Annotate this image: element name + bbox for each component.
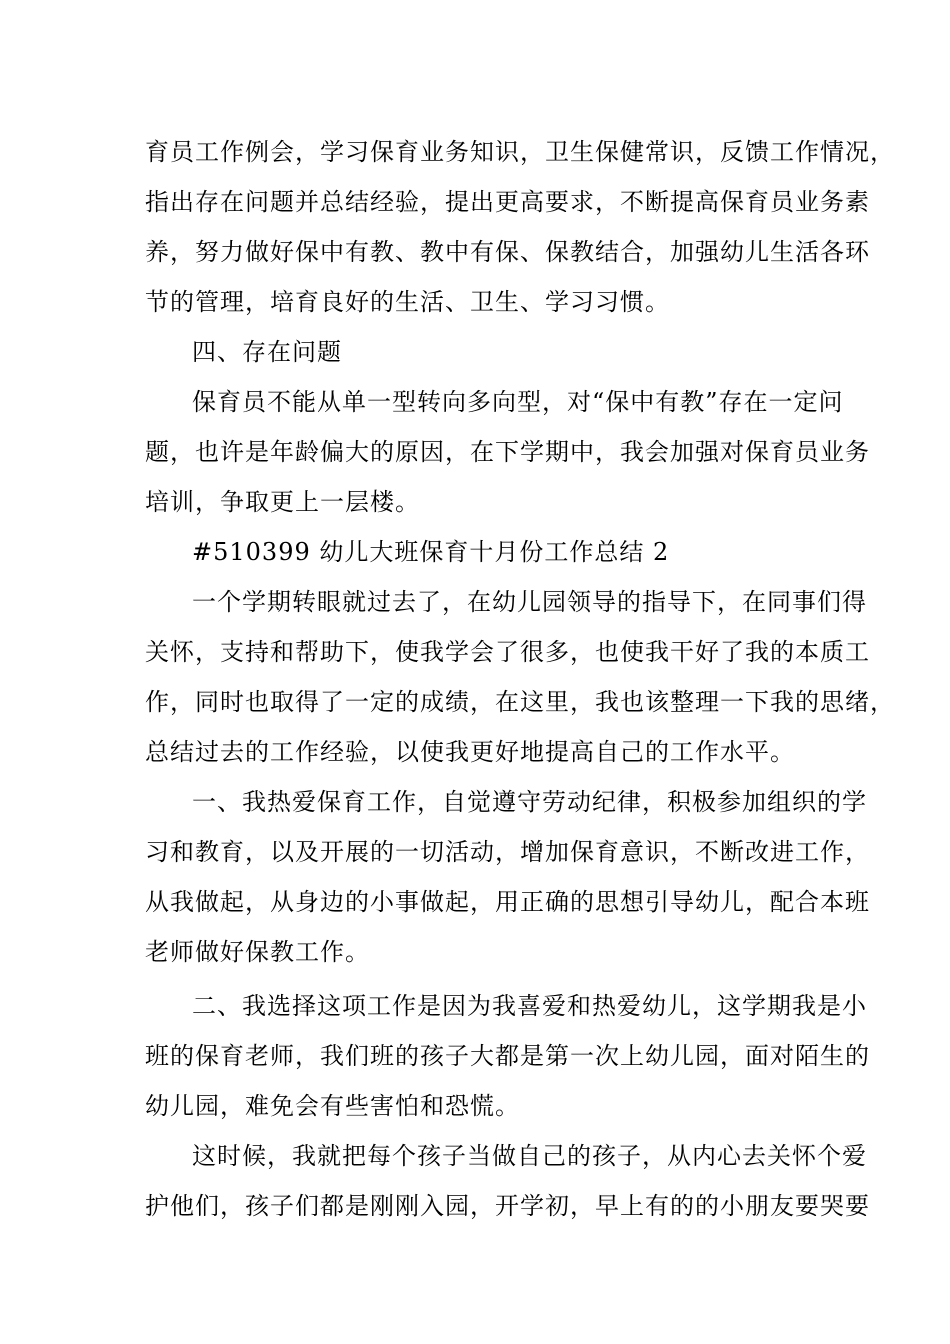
paragraph-line: 一、我热爱保育工作，自觉遵守劳动纪律，积极参加组织的学: [192, 788, 867, 816]
paragraph-line: 习和教育，以及开展的一切活动，增加保育意识，不断改进工作，: [145, 838, 870, 866]
paragraph-line: 题，也许是年龄偏大的原因，在下学期中，我会加强对保育员业务: [145, 438, 870, 466]
paragraph-line: 保育员不能从单一型转向多向型，对“保中有教”存在一定问: [192, 388, 844, 416]
document-title: #510399 幼儿大班保育十月份工作总结 2: [192, 538, 670, 566]
paragraph-line: 从我做起，从身边的小事做起，用正确的思想引导幼儿，配合本班: [145, 888, 870, 916]
paragraph-line: 关怀，支持和帮助下，使我学会了很多，也使我干好了我的本质工: [145, 638, 870, 666]
paragraph-line: 培训，争取更上一层楼。: [145, 488, 420, 516]
paragraph-line: 老师做好保教工作。: [145, 938, 370, 966]
paragraph-line: 节的管理，培育良好的生活、卫生、学习习惯。: [145, 288, 670, 316]
paragraph-line: 总结过去的工作经验，以使我更好地提高自己的工作水平。: [145, 738, 795, 766]
paragraph-line: 幼儿园，难免会有些害怕和恐慌。: [145, 1092, 520, 1120]
paragraph-line: 这时候，我就把每个孩子当做自己的孩子，从内心去关怀个爱: [192, 1142, 867, 1170]
paragraph-line: 育员工作例会，学习保育业务知识，卫生保健常识，反馈工作情况，: [145, 138, 895, 166]
paragraph-line: 护他们，孩子们都是刚刚入园，开学初，早上有的的小朋友要哭要: [145, 1192, 870, 1220]
paragraph-line: 一个学期转眼就过去了，在幼儿园领导的指导下，在同事们得: [192, 588, 867, 616]
paragraph-line: 班的保育老师，我们班的孩子大都是第一次上幼儿园，面对陌生的: [145, 1042, 870, 1070]
paragraph-line: 作，同时也取得了一定的成绩，在这里，我也该整理一下我的思绪，: [145, 688, 895, 716]
paragraph-line: 二、我选择这项工作是因为我喜爱和热爱幼儿，这学期我是小: [192, 992, 867, 1020]
section-heading: 四、存在问题: [192, 338, 342, 366]
paragraph-line: 养，努力做好保中有教、教中有保、保教结合，加强幼儿生活各环: [145, 238, 870, 266]
paragraph-line: 指出存在问题并总结经验，提出更高要求，不断提高保育员业务素: [145, 188, 870, 216]
